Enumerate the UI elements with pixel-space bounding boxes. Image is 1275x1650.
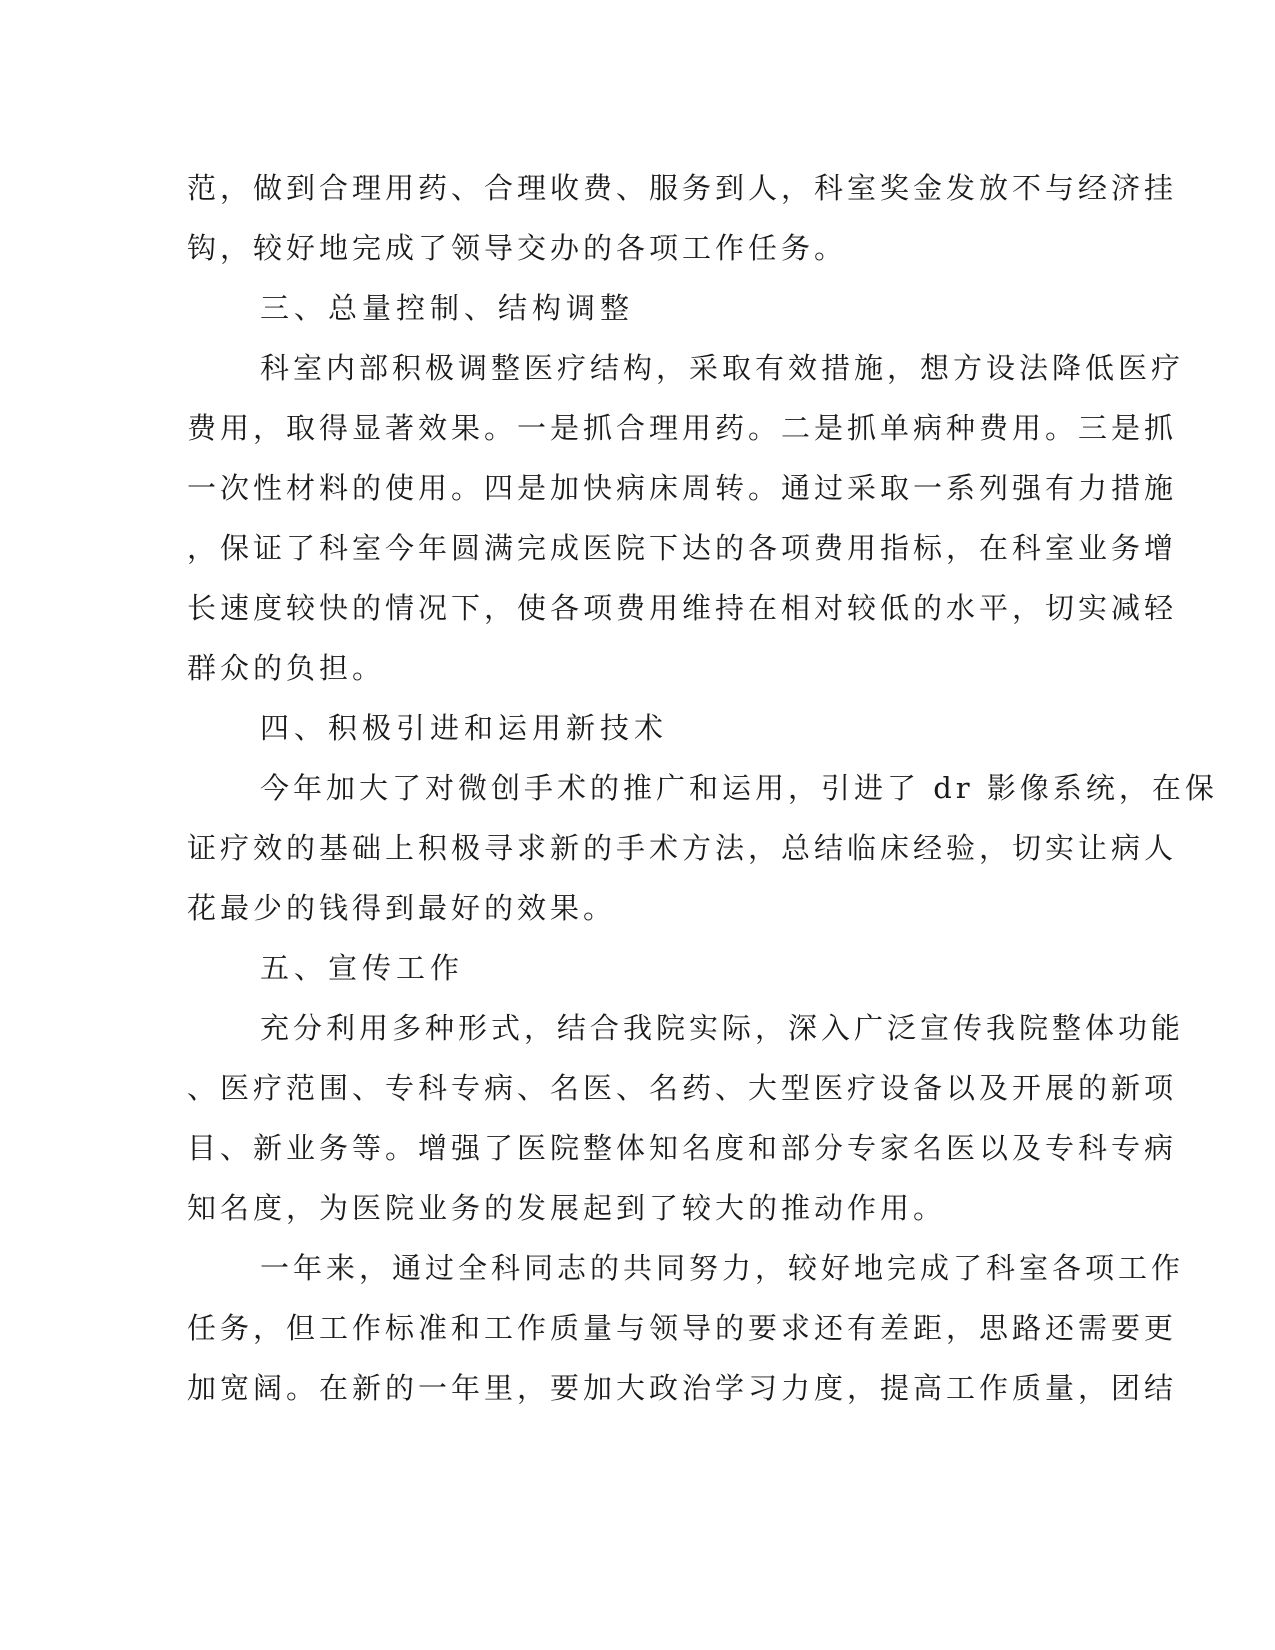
body-line: 花最少的钱得到最好的效果。 [187,891,617,925]
body-line: ，保证了科室今年圆满完成医院下达的各项费用指标，在科室业务增 [187,531,1178,565]
body-line: 费用，取得显著效果。一是抓合理用药。二是抓单病种费用。三是抓 [187,411,1178,445]
section-heading-3: 三、总量控制、结构调整 [260,291,635,325]
section-heading-5: 五、宣传工作 [260,951,465,985]
body-line: 范，做到合理用药、合理收费、服务到人，科室奖金发放不与经济挂 [187,171,1178,205]
body-line: 一年来，通过全科同志的共同努力，较好地完成了科室各项工作 [260,1251,1185,1285]
body-line: 充分利用多种形式，结合我院实际，深入广泛宣传我院整体功能 [260,1011,1185,1045]
body-line: 知名度，为医院业务的发展起到了较大的推动作用。 [187,1191,947,1225]
body-line: 群众的负担。 [187,651,386,685]
body-line: 加宽阔。在新的一年里，要加大政治学习力度，提高工作质量，团结 [187,1371,1178,1405]
body-line: 、医疗范围、专科专病、名医、名药、大型医疗设备以及开展的新项 [187,1071,1178,1105]
body-line: 今年加大了对微创手术的推广和运用，引进了 dr 影像系统，在保 [260,771,1218,805]
body-line: 科室内部积极调整医疗结构，采取有效措施，想方设法降低医疗 [260,351,1185,385]
body-line: 一次性材料的使用。四是加快病床周转。通过采取一系列强有力措施 [187,471,1178,505]
body-line: 钩，较好地完成了领导交办的各项工作任务。 [187,231,848,265]
section-heading-4: 四、积极引进和运用新技术 [260,711,669,745]
body-line: 任务，但工作标准和工作质量与领导的要求还有差距，思路还需要更 [187,1311,1178,1345]
document-body [187,158,1218,1418]
body-line: 长速度较快的情况下，使各项费用维持在相对较低的水平，切实减轻 [187,591,1178,625]
body-line: 目、新业务等。增强了医院整体知名度和部分专家名医以及专科专病 [187,1131,1178,1165]
body-line: 证疗效的基础上积极寻求新的手术方法，总结临床经验，切实让病人 [187,831,1178,865]
